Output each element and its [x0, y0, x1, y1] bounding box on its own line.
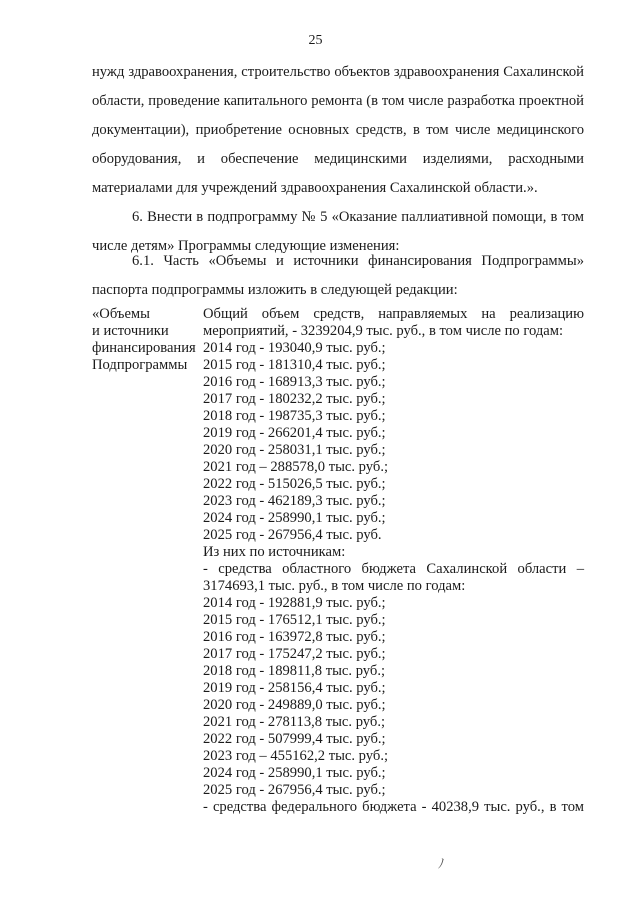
- regional-year-line: 2025 год - 267956,4 тыс. руб.;: [203, 782, 386, 798]
- regional-budget-line: [203, 561, 584, 578]
- total-year-line: 2016 год - 168913,3 тыс. руб.;: [203, 374, 386, 390]
- regional-year-line: 2022 год - 507999,4 тыс. руб.;: [203, 731, 386, 747]
- term-line: «Объемы: [92, 306, 150, 322]
- total-funding: Общий объем средств, направляемых на реализацию мероприятий, - 3239204,9 тыс. руб., в том числе по годам:: [203, 306, 584, 339]
- term-line: и источники: [92, 323, 169, 339]
- total-year-line: 2025 год - 267956,4 тыс. руб.: [203, 527, 382, 543]
- regional-budget-text: - средства областного бюджета Сахалинской области –: [203, 561, 584, 577]
- total-year-line: 2023 год - 462189,3 тыс. руб.;: [203, 493, 386, 509]
- regional-year-line: 2019 год - 258156,4 тыс. руб.;: [203, 680, 386, 696]
- federal-budget-text: - средства федерального бюджета - 40238,9 тыс. руб., в том: [203, 799, 584, 815]
- regional-year-line: 2015 год - 176512,1 тыс. руб.;: [203, 612, 386, 628]
- regional-year-line: 2024 год - 258990,1 тыс. руб.;: [203, 765, 386, 781]
- regional-year-line: 2017 год - 175247,2 тыс. руб.;: [203, 646, 386, 662]
- regional-year-line: 2021 год - 278113,8 тыс. руб.;: [203, 714, 386, 730]
- total-year-line: 2014 год - 193040,9 тыс. руб.;: [203, 340, 386, 356]
- page-number: 25: [308, 33, 323, 48]
- total-year-line: 2021 год – 288578,0 тыс. руб.;: [203, 459, 389, 475]
- sources-heading: Из них по источникам:: [203, 544, 346, 560]
- paragraph-subprogram-5-changes: 6. Внести в подпрограмму № 5 «Оказание паллиативной помощи, в том числе детям» Программы следующие изменения:: [92, 209, 584, 254]
- term-line: финансирования: [92, 340, 196, 356]
- regional-year-line: 2023 год – 455162,2 тыс. руб.;: [203, 748, 389, 764]
- federal-budget-line: [203, 799, 584, 816]
- total-year-line: 2024 год - 258990,1 тыс. руб.;: [203, 510, 386, 526]
- total-year-line: 2022 год - 515026,5 тыс. руб.;: [203, 476, 386, 492]
- total-year-line: 2017 год - 180232,2 тыс. руб.;: [203, 391, 386, 407]
- regional-budget-line: 3174693,1 тыс. руб., в том числе по годам:: [203, 578, 466, 594]
- regional-year-line: 2014 год - 192881,9 тыс. руб.;: [203, 595, 386, 611]
- total-year-line: 2015 год - 181310,4 тыс. руб.;: [203, 357, 386, 373]
- paragraph-6-1: 6.1. Часть «Объемы и источники финансирования Подпрограммы» паспорта подпрограммы изложить в следующей редакции:: [92, 253, 584, 298]
- paragraph-healthcare-needs: нужд здравоохранения, строительство объектов здравоохранения Сахалинской области, проведение капитального ремонта (в том числе разработка проектной документации), приобретение основных средств, в том числе медицинского оборудования, и обеспечение медицинскими изделиями, расходными материалами для учреждений здравоохранения Сахалинской области.».: [92, 64, 584, 196]
- term-line: Подпрограммы: [92, 357, 188, 373]
- regional-year-line: 2020 год - 249889,0 тыс. руб.;: [203, 697, 386, 713]
- regional-year-line: 2018 год - 189811,8 тыс. руб.;: [203, 663, 386, 679]
- passport-definition: [203, 306, 584, 816]
- total-year-line: 2019 год - 266201,4 тыс. руб.;: [203, 425, 386, 441]
- passport-term: [92, 306, 202, 374]
- scan-mark: ﾉ: [438, 856, 445, 871]
- total-year-line: 2020 год - 258031,1 тыс. руб.;: [203, 442, 386, 458]
- total-year-line: 2018 год - 198735,3 тыс. руб.;: [203, 408, 386, 424]
- regional-year-line: 2016 год - 163972,8 тыс. руб.;: [203, 629, 386, 645]
